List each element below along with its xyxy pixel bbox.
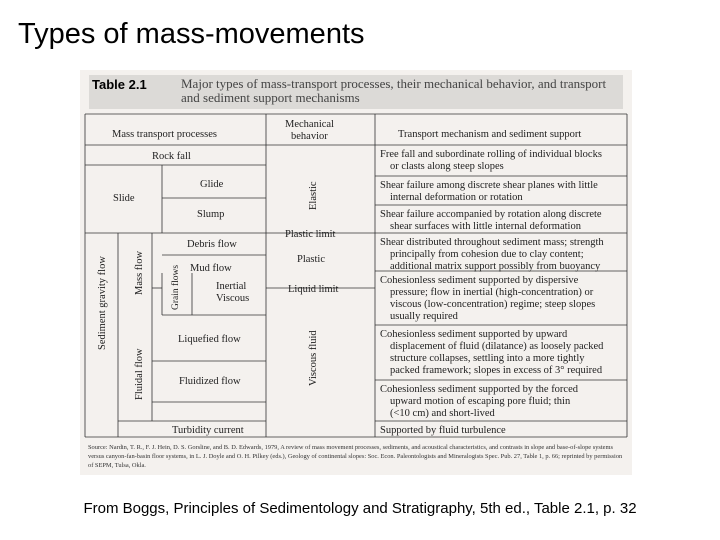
slide-caption: From Boggs, Principles of Sedimentology and Stratigraphy, 5th ed., Table 2.1, p. 32 bbox=[83, 500, 637, 517]
mechanism-row-5-line-2: pressure; flow in inertial (high-concentration) or bbox=[390, 287, 594, 298]
mechanism-row-1-line-1: Free fall and subordinate rolling of individual blocks bbox=[380, 149, 602, 160]
process-debris-flow: Debris flow bbox=[187, 239, 237, 250]
table-scan bbox=[80, 70, 632, 475]
mechanism-row-8-line-1: Supported by fluid turbulence bbox=[380, 425, 506, 436]
behavior-liquid-limit: Liquid limit bbox=[288, 284, 339, 295]
mechanism-row-6-line-2: displacement of fluid (dilatance) as loosely packed bbox=[390, 341, 604, 352]
col-header-mechanism: Transport mechanism and sediment support bbox=[398, 129, 582, 140]
mechanism-row-4-line-3: additional matrix support possibly from buoyancy bbox=[390, 261, 601, 272]
process-inertial: Inertial bbox=[216, 281, 247, 292]
table-number: Table 2.1 bbox=[92, 77, 147, 92]
label-grain-flows: Grain flows bbox=[171, 264, 181, 310]
mechanism-row-2-line-2: internal deformation or rotation bbox=[390, 192, 523, 203]
process-slump: Slump bbox=[197, 209, 225, 220]
mechanism-row-6-line-4: packed framework; slopes in excess of 3° required bbox=[390, 365, 603, 376]
process-slide: Slide bbox=[113, 193, 135, 204]
behavior-elastic: Elastic bbox=[308, 181, 319, 210]
process-turbidity-current: Turbidity current bbox=[172, 425, 244, 436]
process-mud-flow: Mud flow bbox=[190, 263, 232, 274]
behavior-plastic-limit: Plastic limit bbox=[285, 229, 336, 240]
table-grid bbox=[80, 70, 632, 475]
mechanism-row-7-line-2: upward motion of escaping pore fluid; thin bbox=[390, 396, 571, 407]
mechanism-row-6-line-3: structure collapses, settling into a more tightly bbox=[390, 353, 585, 364]
table-source-note: Source: Nardin, T. R., F. J. Hein, D. S. Gorsline, and B. D. Edwards, 1979, A review of mass movement processes, sediments, and acoustical characteristics, and contrasts in slope and base-of-slope systems versus canyon-fan-basin floor systems, in L. J. Doyle and O. H. Pilkey (eds.), Geology of continental slopes: Soc. Econ. Paleontologists and Mineralogists Spec. Pub. 27, Table 1, p. 66; reprinted by permission of SEPM, Tulsa, Okla. bbox=[88, 444, 623, 469]
mechanism-row-4-line-2: principally from cohesion due to clay content; bbox=[390, 249, 584, 260]
mechanism-row-4-line-1: Shear distributed throughout sediment mass; strength bbox=[380, 237, 604, 248]
process-fluidized-flow: Fluidized flow bbox=[179, 376, 241, 387]
col-header-behavior-line2: behavior bbox=[291, 131, 328, 142]
mechanism-row-5-line-4: usually required bbox=[390, 311, 458, 322]
table-title: Major types of mass-transport processes, their mechanical behavior, and transport and sediment support mechanisms bbox=[181, 76, 607, 105]
col-header-processes: Mass transport processes bbox=[112, 129, 217, 140]
mechanism-row-5-line-3: viscous (low-concentration) regime; steep slopes bbox=[390, 299, 596, 310]
label-sediment-gravity-flow: Sediment gravity flow bbox=[97, 256, 108, 350]
process-glide: Glide bbox=[200, 179, 224, 190]
process-liquefied-flow: Liquefied flow bbox=[178, 334, 241, 345]
behavior-viscous-fluid: Viscous fluid bbox=[308, 330, 319, 386]
process-rock-fall: Rock fall bbox=[152, 151, 191, 162]
process-viscous: Viscous bbox=[216, 293, 250, 304]
col-header-behavior-line1: Mechanical bbox=[285, 119, 334, 130]
mechanism-row-5-line-1: Cohesionless sediment supported by dispersive bbox=[380, 275, 579, 286]
mechanism-row-7-line-1: Cohesionless sediment supported by the forced bbox=[380, 384, 579, 395]
mechanism-row-6-line-1: Cohesionless sediment supported by upward bbox=[380, 329, 568, 340]
mechanism-row-3-line-1: Shear failure accompanied by rotation along discrete bbox=[380, 209, 602, 220]
behavior-plastic: Plastic bbox=[297, 254, 325, 265]
mechanism-row-1-line-2: or clasts along steep slopes bbox=[390, 161, 504, 172]
mechanism-row-7-line-3: (<10 cm) and short-lived bbox=[390, 408, 495, 419]
mechanism-row-3-line-2: shear surfaces with little internal deformation bbox=[390, 221, 581, 232]
slide-title: Types of mass-movements bbox=[18, 18, 365, 50]
label-fluidal-flow: Fluidal flow bbox=[134, 348, 145, 400]
mechanism-row-2-line-1: Shear failure among discrete shear planes with little bbox=[380, 180, 598, 191]
label-mass-flow: Mass flow bbox=[134, 250, 145, 295]
